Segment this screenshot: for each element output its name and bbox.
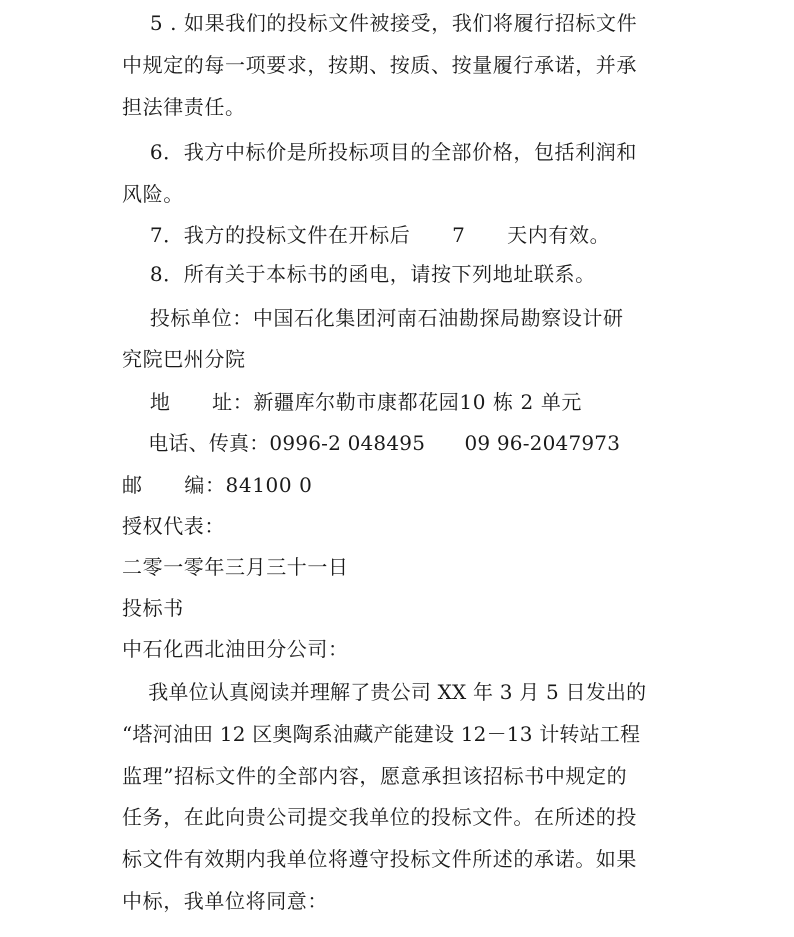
text-line: 5 . 如果我们的投标文件被接受，我们将履行招标文件 (122, 11, 638, 35)
text-line: 电话、传真：0996-2 048495 09 96-2047973 (122, 431, 621, 455)
text-line: 标文件有效期内我单位将遵守投标文件所述的承诺。如果 (122, 847, 637, 871)
text-line: 授权代表： (122, 514, 225, 538)
text-line: 监理”招标文件的全部内容，愿意承担该招标书中规定的 (122, 764, 628, 788)
text-line: 中石化西北油田分公司： (122, 637, 349, 661)
text-line: 我单位认真阅读并理解了贵公司 XX 年 3 月 5 日发出的 (122, 680, 647, 704)
text-line: 8．所有关于本标书的函电，请按下列地址联系。 (122, 262, 596, 286)
text-line: 6．我方中标价是所投标项目的全部价格，包括利润和 (122, 140, 637, 164)
text-line: 风险。 (122, 182, 184, 206)
text-line: 邮 编：84100 0 (122, 473, 313, 497)
text-line: 投标单位：中国石化集团河南石油勘探局勘察设计研 (122, 306, 624, 330)
text-line: 二零一零年三月三十一日 (122, 555, 349, 579)
text-line: 究院巴州分院 (122, 347, 246, 371)
text-line: 担法律责任。 (122, 95, 246, 119)
text-line: 投标书 (122, 596, 184, 620)
text-line: 中标，我单位将同意： (122, 889, 328, 913)
text-line: 中规定的每一项要求，按期、按质、按量履行承诺，并承 (122, 53, 637, 77)
text-line: “塔河油田 12 区奥陶系油藏产能建设 12－13 计转站工程 (122, 722, 641, 746)
text-line: 任务，在此向贵公司提交我单位的投标文件。在所述的投 (122, 805, 637, 829)
text-line: 7．我方的投标文件在开标后 7 天内有效。 (122, 223, 611, 247)
text-line: 地 址：新疆库尔勒市康都花园10 栋 2 单元 (122, 390, 583, 414)
